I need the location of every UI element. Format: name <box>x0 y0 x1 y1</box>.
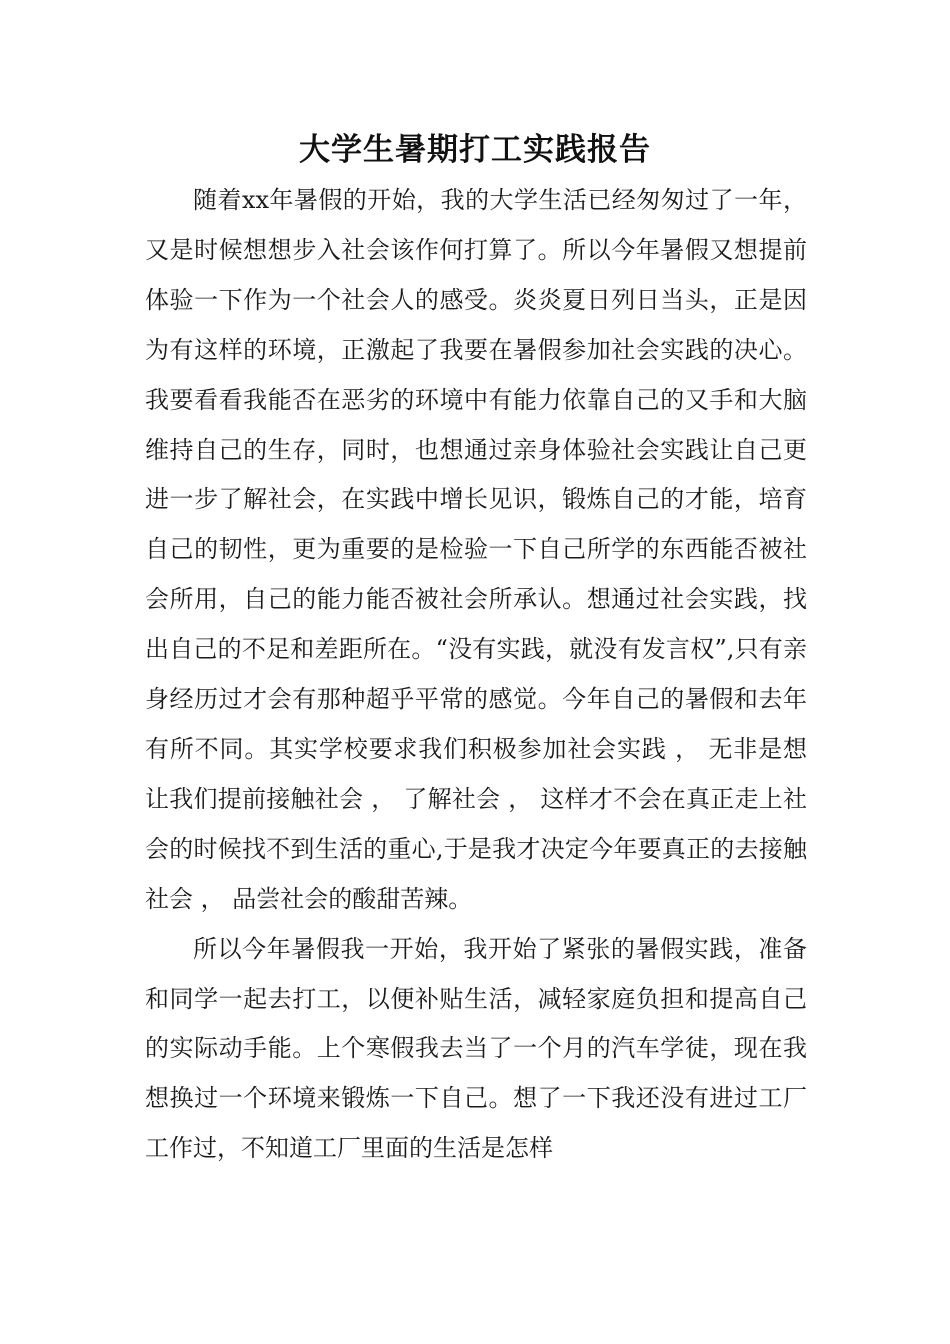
paragraph-2: 所以今年暑假我一开始，我开始了紧张的暑假实践，准备和同学一起去打工，以便补贴生活，减轻家庭负担和提高自己的实际动手能。上个寒假我去当了一个月的汽车学徒，现在我想换过一个环境来锻炼一下自己。想了一下我还没有进过工厂工作过，不知道工厂里面的生活是怎样 <box>145 934 807 1163</box>
document-title: 大学生暑期打工实践报告 <box>299 132 651 168</box>
paragraph-1: 随着xx年暑假的开始，我的大学生活已经匆匆过了一年，又是时候想想步入社会该作何打算了。所以今年暑假又想提前体验一下作为一个社会人的感受。炎炎夏日列日当头，正是因为有这样的环境，正激起了我要在暑假参加社会实践的决心。我要看看我能否在恶劣的环境中有能力依靠自己的又手和大脑维持自己的生存，同时，也想通过亲身体验社会实践让自己更进一步了解社会，在实践中增长见识，锻炼自己的才能，培育自己的韧性，更为重要的是检验一下自己所学的东西能否被社会所用，自己的能力能否被社会所承认。想通过社会实践，找出自己的不足和差距所在。“没有实践，就没有发言权”,只有亲身经历过才会有那种超乎平常的感觉。今年自己的暑假和去年有所不同。其实学校要求我们积极参加社会实践 ， 无非是想让我们提前接触社会 ， 了解社会 ， 这样才不会在真正走上社会的时候找不到生活的重心,于是我才决定今年要真正的去接触社会 ， 品尝社会的酸甜苦辣。 <box>145 186 807 913</box>
document-body <box>145 176 807 1174</box>
